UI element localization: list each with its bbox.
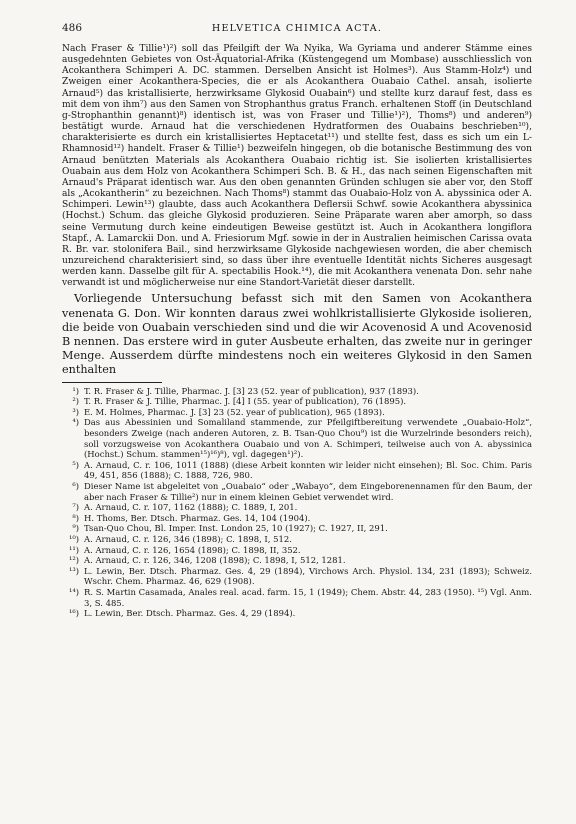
footnote-number: ¹⁰) xyxy=(68,533,79,544)
page-number: 486 xyxy=(62,22,83,34)
footnote-item xyxy=(62,386,532,397)
footnote-text: T. R. Fraser & J. Tillie, Pharmac. J. [4] I (55. year of publication), 76 (1895). xyxy=(84,396,407,407)
footnote-item xyxy=(62,523,532,534)
footnote-number: ⁷) xyxy=(72,502,79,513)
footnote-number: ⁹) xyxy=(72,523,79,534)
footnote-number: ³) xyxy=(72,406,79,417)
footnote-item xyxy=(62,555,532,566)
footnote-item xyxy=(62,396,532,407)
footnote-number: ¹³) xyxy=(68,565,79,576)
footnote-text: T. R. Fraser & J. Tillie, Pharmac. J. [3] 23 (52. year of publication), 937 (1893). xyxy=(84,385,419,396)
footnote-item xyxy=(62,481,532,502)
footnote-number: ²) xyxy=(72,396,79,407)
footnote-item xyxy=(62,502,532,513)
footnote-text: E. M. Holmes, Pharmac. J. [3] 23 (52. year of publication), 965 (1893). xyxy=(84,406,385,417)
footnote-text: Das aus Abessinien und Somaliland stammende, zur Pfeilgiftbereitung verwendete „Ouabaio-Holz“, besonders Zweige (nach anderen Autoren, z. B. Tsan-Quo Chou⁹) ist die Wurzelrinde besonders reich), soll vorzugsweise von Acokanthera Ouabaio und von A. Schimperi, teilweise auch von A. abyssinica (Hochst.) Schum. stammen¹⁵)¹⁶)⁸), vgl. dagegen¹)²). xyxy=(84,417,532,460)
running-title: HELVETICA CHIMICA ACTA. xyxy=(211,23,383,34)
footnote-item xyxy=(62,587,532,608)
footnote-text: A. Arnaud, C. r. 126, 346, 1208 (1898); C. 1898, I, 512, 1281. xyxy=(84,555,346,566)
footnotes xyxy=(62,386,532,619)
footnote-item xyxy=(62,460,532,481)
footnote-text: A. Arnaud, C. r. 126, 1654 (1898); C. 1898, II, 352. xyxy=(84,544,301,555)
footnote-number: ⁶) xyxy=(72,481,79,491)
footnote-number: ⁴) xyxy=(72,417,79,428)
footnote-text: Dieser Name ist abgeleitet von „Ouabaio“ oder „Wabayo“, dem Eingeborenennamen für den Baum, der aber nach Fraser & Tillie²) nur in einem kleinen Gebiet verwendet wird. xyxy=(84,481,532,502)
footnote-number: ⁵) xyxy=(72,459,79,470)
page-header xyxy=(62,22,532,38)
footnote-item xyxy=(62,513,532,524)
footnote-text: R. S. Martin Casamada, Anales real. acad. farm. 15, 1 (1949); Chem. Abstr. 44, 283 (1950). ¹⁵) Vgl. Anm. 3, S. 485. xyxy=(84,586,532,608)
footnote-text: Tsan-Quo Chou, Bl. Imper. Inst. London 25, 10 (1927); C. 1927, II, 291. xyxy=(84,523,388,534)
footnote-text: A. Arnaud, C. r. 126, 346 (1898); C. 1898, I, 512. xyxy=(84,533,292,544)
footnote-number: ¹²) xyxy=(68,555,79,566)
footnote-number: ⁸) xyxy=(72,512,79,523)
footnote-item xyxy=(62,417,532,459)
footnote-number: ¹⁶) xyxy=(68,608,79,619)
footnote-divider xyxy=(62,382,162,383)
footnote-item xyxy=(62,407,532,418)
footnote-text: H. Thoms, Ber. Dtsch. Pharmaz. Ges. 14, 104 (1904). xyxy=(84,512,311,523)
footnote-text: A. Arnaud, C. r. 107, 1162 (1888); C. 1889, I, 201. xyxy=(84,502,298,513)
footnote-item xyxy=(62,608,532,619)
intro-paragraph: Nach Fraser & Tillie¹)²) soll das Pfeilgift der Wa Nyika, Wa Gyriama und anderer Stämme eines ausgedehnten Gebietes von Ost-Äquatorial-Afrika (Küstengegend um Mombase) ausschliesslich von Acokanthera Schimperi A. DC. stammen. Derselben Ansicht ist Holmes³). Aus Stamm-Holz⁴) und Zweigen einer Acokanthera-Species, die er als Acokanthera Ouabaio Cathel. ansah, isolierte Arnaud⁵) das kristallisierte, herzwirksame Glykosid Ouabain⁶) und stellte kurz darauf fest, dass es mit dem von ihm⁷) aus den Samen von Strophanthus gratus Franch. erhaltenen Stoff (in Deutschland g-Strophanthin genannt)⁸) identisch ist, was von Fraser und Tillie¹)²), Thoms⁸) und anderen⁹) bestätigt wurde. Arnaud hat die verschiedenen Hydratformen des Ouabains beschrieben¹⁰), charakterisierte es durch ein kristallisiertes Heptacetat¹¹) und stellte fest, dass es sich um ein L-Rhamnosid¹²) handelt. Fraser & Tillie¹) bezweifeln hingegen, ob die botanische Bestimmung des von Arnaud benützten Materials als Acokanthera Ouabaio richtig ist. Sie isolierten kristallisiertes Ouabain aus dem Holz von Acokanthera Schimperi Sch. B. & H., das nach seinen Eigenschaften mit Arnaud's Präparat identisch war. Aus den oben genannten Gründen schlugen sie aber vor, den Stoff als „Acokantherin“ zu bezeichnen. Nach Thoms⁸) stammt das Ouabaio-Holz von A. abyssinica oder A. Schimperi. Lewin¹³) glaubte, dass auch Acokanthera Deflersii Schwf. sowie Acokanthera abyssinica (Hochst.) Schum. das gleiche Glykosid produzieren. Seine Präparate waren aber amorph, so dass seine Vermutung durch keine eindeutigen Beweise gestützt ist. Auch in Acokanthera longiflora Stapf., A. Lamarckii Don. und A. Friesiorum Mgf. sowie in der in Australien heimischen Carissa ovata R. Br. var. stolonifera Bail., sind herzwirksame Glykoside nachgewiesen worden, die aber chemisch unzureichend charakterisiert sind, so dass über ihre eventuelle Identität nichts Sicheres ausgesagt werden kann. Dasselbe gilt für A. spectabilis Hook.¹⁴), die mit Acokanthera venenata Don. sehr nahe verwandt ist und möglicherweise nur eine Standort-Varietät dieser darstellt. xyxy=(62,44,532,289)
main-section xyxy=(62,292,532,377)
footnote-number: ¹) xyxy=(72,385,79,396)
main-paragraph: Vorliegende Untersuchung befasst sich mit den Samen von Acokanthera venenata G. Don. Wir konnten daraus zwei wohlkristallisierte Glykoside isolieren, die beide von Ouabain verschieden sind und die wir Acovenosid A und Acovenosid B nennen. Das erstere wird in guter Ausbeute erhalten, das zweite nur in geringer Menge. Ausserdem dürfte mindestens noch ein weiteres Glykosid in den Samen enthalten xyxy=(62,292,532,377)
footnote-text: L. Lewin, Ber. Dtsch. Pharmaz. Ges. 4, 29 (1894), Virchows Arch. Physiol. 134, 231 (1893); Schweiz. Wschr. Chem. Pharmaz. 46, 629 (1908). xyxy=(84,565,532,587)
footnote-text: L. Lewin, Ber. Dtsch. Pharmaz. Ges. 4, 29 (1894). xyxy=(84,608,296,619)
footnote-item xyxy=(62,566,532,587)
intro-section xyxy=(62,44,532,289)
footnote-number: ¹¹) xyxy=(68,544,79,555)
footnote-text: A. Arnaud, C. r. 106, 1011 (1888) (diese Arbeit konnten wir leider nicht einsehen); Bl. Soc. Chim. Paris 49, 451, 856 (1888); C. 1888, 726, 980. xyxy=(84,459,532,481)
footnote-number: ¹⁴) xyxy=(68,586,79,597)
footnote-item xyxy=(62,545,532,556)
footnote-item xyxy=(62,534,532,545)
